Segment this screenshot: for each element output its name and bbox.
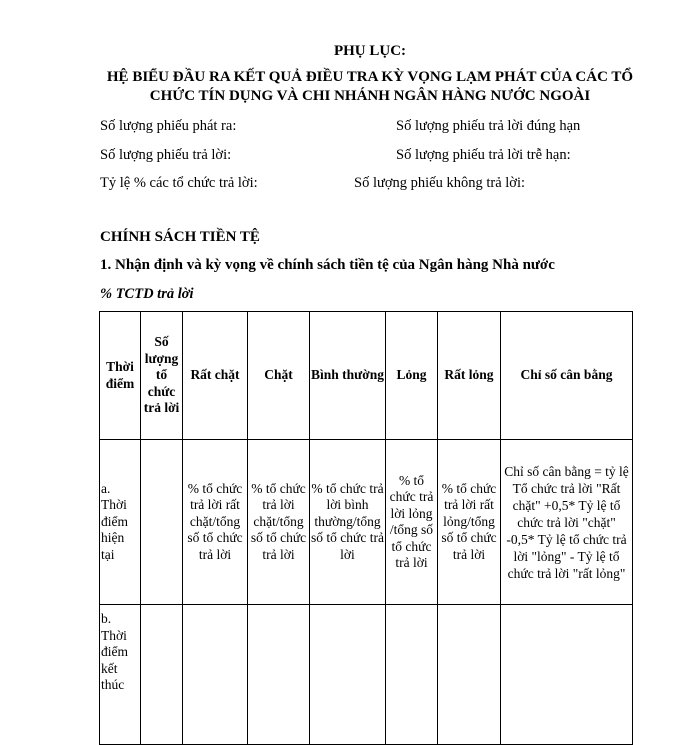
survey-table <box>99 311 633 745</box>
header-loose: Lỏng <box>386 312 438 440</box>
cell-very-tight: % tổ chức trả lời rất chặt/tổng số tổ chức trả lời <box>183 440 248 605</box>
report-subtitle-line2: CHỨC TÍN DỤNG VÀ CHI NHÁNH NGÂN HÀNG NƯỚC NGOÀI <box>149 88 591 104</box>
report-subtitle-line1: HỆ BIỂU ĐẦU RA KẾT QUẢ ĐIỀU TRA KỲ VỌNG LẠM PHÁT CỦA CÁC TỔ <box>106 69 634 85</box>
answered-count-label: Số lượng phiếu trả lời: <box>100 147 232 163</box>
cell-tight <box>248 605 310 745</box>
table-header-row <box>100 312 633 440</box>
section-title: CHÍNH SÁCH TIỀN TỆ <box>100 229 260 245</box>
table-row <box>100 605 633 745</box>
response-rate-label: Tỷ lệ % các tổ chức trả lời: <box>100 175 258 191</box>
cell-balance-formula: Chỉ số cân bằng = tỷ lệ Tổ chức trả lời "Rất chặt" +0,5* Tỷ lệ tổ chức trả lời "chặt" -0,5* Tỷ lệ tổ chức trả lời "lỏng" - Tỷ lệ tổ chức trả lời "rất lỏng" <box>501 440 633 605</box>
unit-label: % TCTD trả lời <box>100 286 194 302</box>
header-tight: Chặt <box>248 312 310 440</box>
header-normal: Bình thường <box>310 312 386 440</box>
late-count-label: Số lượng phiếu trả lời trễ hạn: <box>396 147 571 163</box>
no-answer-count-label: Số lượng phiếu không trả lời: <box>354 175 526 191</box>
cell-loose: % tổ chức trả lời lỏng /tổng số tổ chức trả lời <box>386 440 438 605</box>
issued-count-label: Số lượng phiếu phát ra: <box>100 118 237 134</box>
question-title: 1. Nhận định và kỳ vọng về chính sách tiền tệ của Ngân hàng Nhà nước <box>100 257 555 273</box>
cell-normal: % tổ chức trả lời bình thường/tổng số tổ chức trả lời <box>310 440 386 605</box>
cell-very-tight <box>183 605 248 745</box>
header-time: Thời điểm <box>100 312 141 440</box>
row-label-current: a. Thời điểm hiện tại <box>100 440 141 605</box>
header-balance: Chỉ số cân bằng <box>501 312 633 440</box>
header-very-loose: Rất lỏng <box>438 312 501 440</box>
row-label-end: b. Thời điểm kết thúc <box>100 605 141 745</box>
header-very-tight: Rất chặt <box>183 312 248 440</box>
cell-very-loose: % tổ chức trả lời rất lỏng/tổng số tổ chức trả lời <box>438 440 501 605</box>
cell-normal <box>310 605 386 745</box>
header-count: Số lượng tổ chức trả lời <box>141 312 183 440</box>
table-row <box>100 440 633 605</box>
appendix-title: PHỤ LỤC: <box>333 43 407 59</box>
cell-count <box>141 440 183 605</box>
cell-loose <box>386 605 438 745</box>
cell-balance <box>501 605 633 745</box>
cell-very-loose <box>438 605 501 745</box>
cell-count <box>141 605 183 745</box>
on-time-count-label: Số lượng phiếu trả lời đúng hạn <box>396 118 581 134</box>
cell-tight: % tổ chức trả lời chặt/tổng số tổ chức trả lời <box>248 440 310 605</box>
